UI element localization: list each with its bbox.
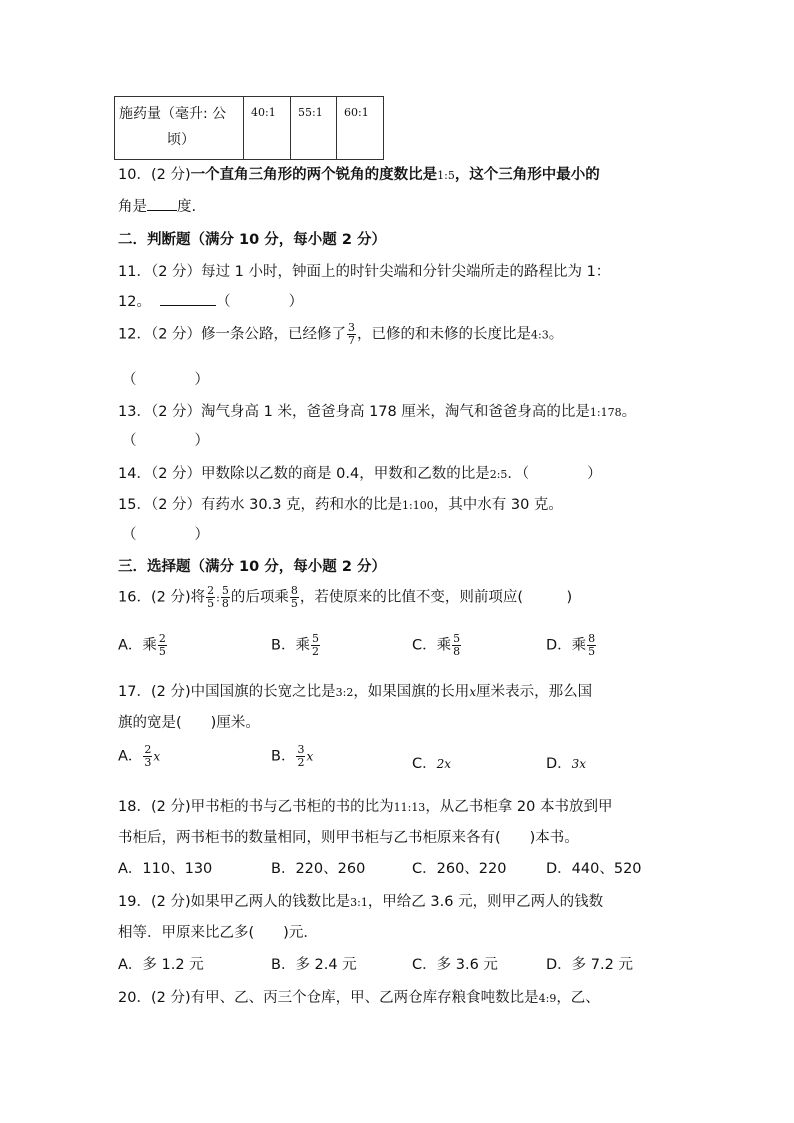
section-2-title: 二．判断题（满分 10 分，每小题 2 分） xyxy=(118,232,386,248)
option-b[interactable]: B． $\frac{3}{2}$ x xyxy=(271,743,314,769)
question-12-line1: 12．（2 分）修一条公路，已经修了 $\frac{3}{7}$ ，已修的和未修的长度比是4:3。 xyxy=(118,321,564,347)
option-d[interactable]: D．3x xyxy=(546,756,587,772)
answer-paren[interactable]: （ ） xyxy=(122,372,209,388)
option-c[interactable]: C．2x xyxy=(412,756,452,772)
answer-paren[interactable]: （ ） xyxy=(216,294,304,310)
question-18-line1: 18．(2 分)甲书柜的书与乙书柜的书的比为11:13，从乙书柜拿 20 本书放到甲 xyxy=(118,799,613,815)
section-3-title: 三．选择题（满分 10 分，每小题 2 分） xyxy=(118,559,386,575)
table-cell: 40:1 xyxy=(244,97,291,160)
question-14-line1: 14．（2 分）甲数除以乙数的商是 0.4，甲数和乙数的比是2:5．（ ） xyxy=(118,466,602,482)
question-19-line2: 相等．甲原来比乙多( )元． xyxy=(118,925,318,941)
question-10-line1: 10．(2 分)一个直角三角形的两个锐角的度数比是1:5，这个三角形中最小的 xyxy=(118,167,600,183)
option-d[interactable]: D．多 7.2 元 xyxy=(546,957,633,973)
question-16-line1: 16．(2 分)将 $\frac{2}{5}$ : $\frac{5}{8}$ 的后项乘 $\frac{8}{5}$ ，若使原来的比值不变，则前项应( ) xyxy=(118,584,573,610)
option-a[interactable]: A．多 1.2 元 xyxy=(118,957,204,973)
option-a[interactable]: A．乘 $\frac{2}{5}$ xyxy=(118,632,166,658)
question-11-line2: 12。 （ ） xyxy=(118,294,304,310)
table-cell: 60:1 xyxy=(337,97,384,160)
question-20-line1: 20．(2 分)有甲、乙、丙三个仓库，甲、乙两仓库存粮食吨数比是4:9，乙、 xyxy=(118,990,600,1006)
question-15-line1: 15．（2 分）有药水 30.3 克，药和水的比是1:100，其中水有 30 克。 xyxy=(118,497,563,513)
answer-paren[interactable]: （ ） xyxy=(122,527,209,543)
option-b[interactable]: B．220、260 xyxy=(271,861,366,877)
option-b[interactable]: B．多 2.4 元 xyxy=(271,957,357,973)
question-18-line2: 书柜后，两书柜书的数量相同，则甲书柜与乙书柜原来各有( )本书。 xyxy=(118,830,579,846)
option-c[interactable]: C．260、220 xyxy=(412,861,507,877)
option-d[interactable]: D．乘 $\frac{8}{5}$ xyxy=(546,632,596,658)
answer-blank[interactable] xyxy=(160,305,216,306)
option-c[interactable]: C．乘 $\frac{5}{8}$ xyxy=(412,632,461,658)
option-d[interactable]: D．440、520 xyxy=(546,861,642,877)
question-17-line1: 17．(2 分)中国国旗的长宽之比是3:2，如果国旗的长用x厘米表示，那么国 xyxy=(118,684,593,700)
option-a[interactable]: A．110、130 xyxy=(118,861,213,877)
answer-paren[interactable]: （ ） xyxy=(122,433,209,449)
dosage-table xyxy=(114,96,384,160)
question-10-line2: 角是 度. xyxy=(118,199,197,215)
option-b[interactable]: B．乘 $\frac{5}{2}$ xyxy=(271,632,319,658)
question-13-line1: 13．（2 分）淘气身高 1 米，爸爸身高 178 厘米，淘气和爸爸身高的比是1:178。 xyxy=(118,404,637,420)
answer-blank[interactable] xyxy=(147,210,177,211)
fraction: $\frac{2}{5}$ xyxy=(207,584,215,610)
table-header-cell xyxy=(115,97,244,160)
option-c[interactable]: C．多 3.6 元 xyxy=(412,957,498,973)
fraction: $\frac{3}{7}$ xyxy=(348,321,356,347)
table-header-line2: 顷） xyxy=(167,132,195,148)
question-19-line1: 19．(2 分)如果甲乙两人的钱数比是3:1，甲给乙 3.6 元，则甲乙两人的钱数 xyxy=(118,894,604,910)
table-cell: 55:1 xyxy=(291,97,337,160)
fraction: $\frac{8}{5}$ xyxy=(290,584,298,610)
question-17-line2: 旗的宽是( )厘米。 xyxy=(118,715,260,731)
fraction: $\frac{5}{8}$ xyxy=(221,584,229,610)
question-11-line1: 11．（2 分）每过 1 小时，钟面上的时针尖端和分针尖端所走的路程比为 1： xyxy=(118,264,611,280)
option-a[interactable]: A． $\frac{2}{3}$ x xyxy=(118,743,161,769)
table-header-line1: 施药量（毫升: 公 xyxy=(119,106,227,122)
